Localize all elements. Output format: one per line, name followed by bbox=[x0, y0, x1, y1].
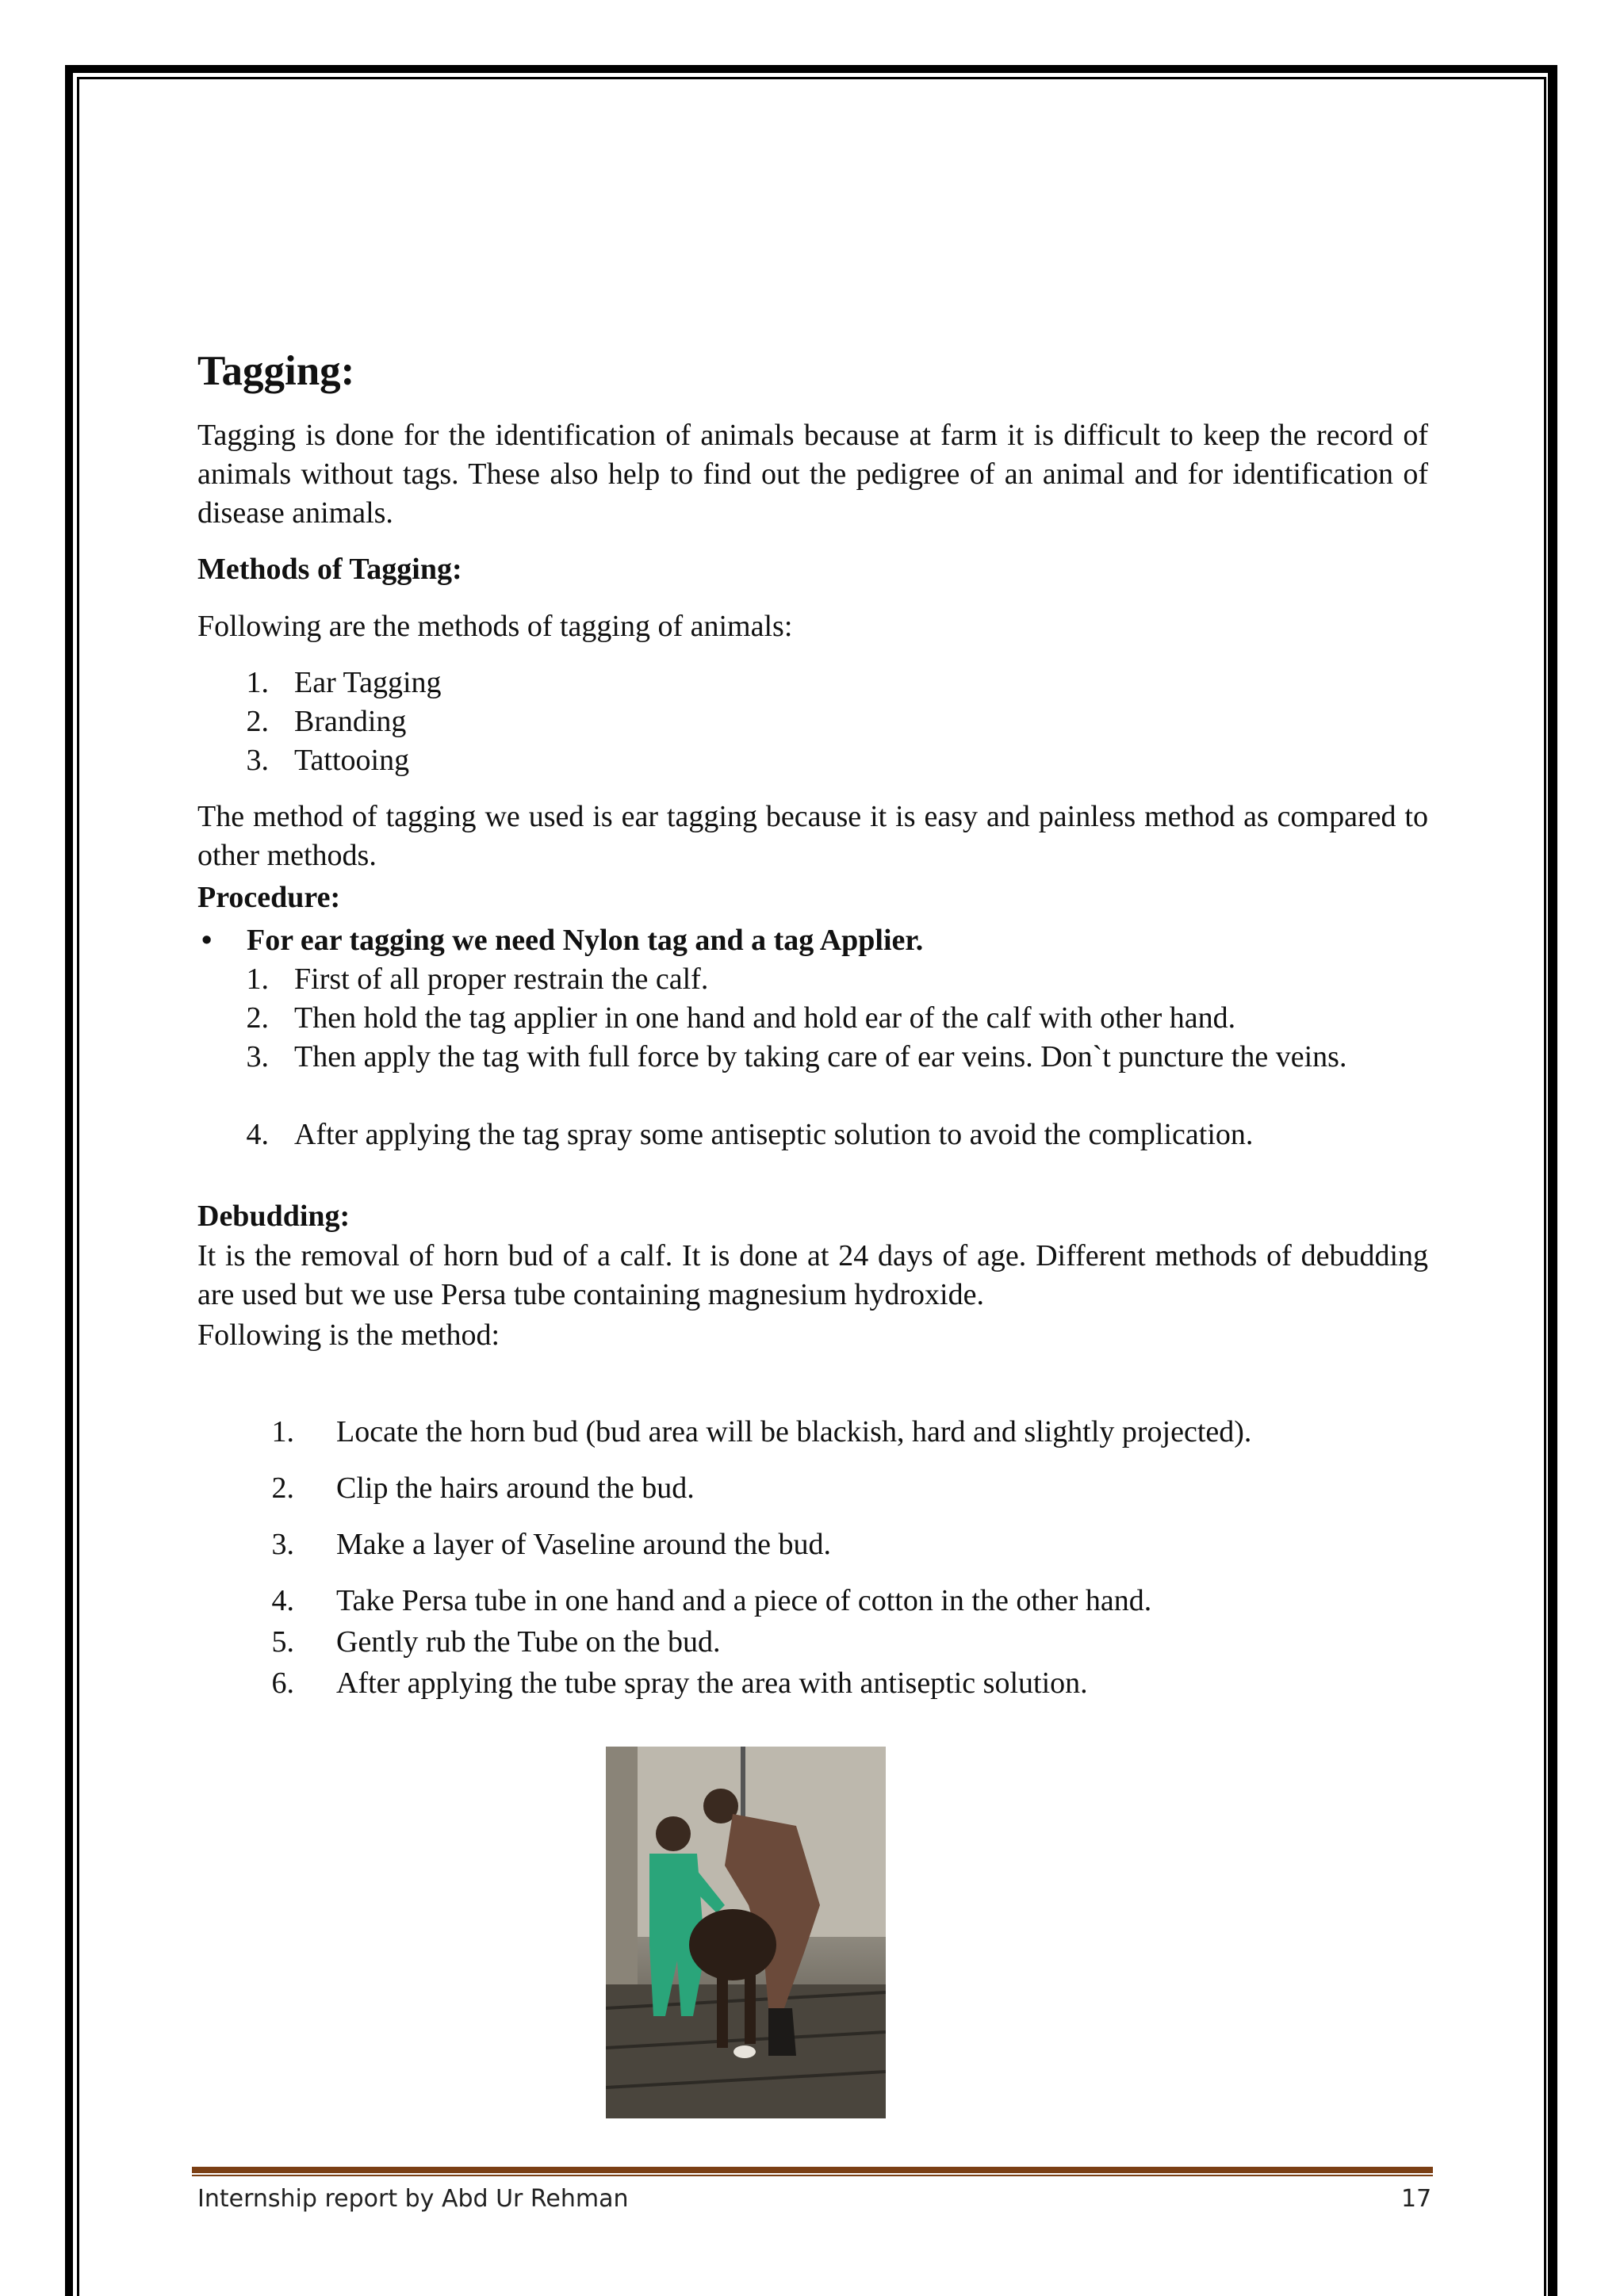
page-number: 17 bbox=[1401, 2185, 1432, 2213]
debudding-heading: Debudding: bbox=[197, 1200, 350, 1233]
list-item: 5. Gently rub the Tube on the bud. bbox=[271, 1625, 721, 1659]
tagging-intro: Tagging is done for the identification of animals because at farm it is difficult to keep the record of animals without tags. These also help to find out the pedigree of an animal and for identification of disease animals. bbox=[197, 419, 1428, 530]
list-item: 1. Locate the horn bud (bud area will be blackish, hard and slightly projected). bbox=[271, 1415, 1252, 1448]
list-item: 3. Make a layer of Vaseline around the bud. bbox=[271, 1528, 831, 1561]
list-item: 3. Tattooing bbox=[246, 744, 410, 777]
tagging-heading: Tagging: bbox=[197, 348, 355, 394]
method-used-text: The method of tagging we used is ear tagging because it is easy and painless method as compared to other methods. bbox=[197, 800, 1428, 872]
list-item: 2. Branding bbox=[246, 705, 407, 738]
methods-list bbox=[197, 664, 1428, 780]
methods-heading: Methods of Tagging: bbox=[197, 553, 462, 586]
footer-rule-thin bbox=[192, 2175, 1433, 2176]
debudding-intro: It is the removal of horn bud of a calf. It is done at 24 days of age. Different methods of debudding are used but we use Persa tube containing magnesium hydroxide. bbox=[197, 1239, 1428, 1311]
procedure-steps bbox=[197, 960, 1428, 1154]
debudding-method-intro: Following is the method: bbox=[197, 1318, 500, 1352]
procedure-heading: Procedure: bbox=[197, 881, 341, 914]
footer-text: Internship report by Abd Ur Rehman bbox=[197, 2185, 629, 2213]
methods-intro: Following are the methods of tagging of animals: bbox=[197, 610, 793, 643]
procedure-bullet: • For ear tagging we need Nylon tag and a tag Applier. bbox=[197, 921, 1428, 960]
list-item: 1. Ear Tagging bbox=[246, 666, 442, 699]
list-item: 1. First of all proper restrain the calf. bbox=[246, 962, 709, 996]
bullet-icon: • bbox=[201, 924, 213, 957]
list-item: 2. Then hold the tag applier in one hand and hold ear of the calf with other hand. bbox=[246, 1001, 1236, 1035]
debudding-steps bbox=[197, 1413, 1428, 1705]
list-item: 4. Take Persa tube in one hand and a piece of cotton in the other hand. bbox=[271, 1584, 1152, 1617]
list-item: 3. Then apply the tag with full force by taking care of ear veins. Don`t puncture the veins. bbox=[246, 1040, 1347, 1073]
list-item: 6. After applying the tube spray the area with antiseptic solution. bbox=[271, 1667, 1088, 1700]
calf-debudding-photo bbox=[606, 1747, 886, 2118]
footer-rule bbox=[192, 2167, 1433, 2173]
list-item: 4. After applying the tag spray some antiseptic solution to avoid the complication. bbox=[246, 1118, 1254, 1151]
list-item: 2. Clip the hairs around the bud. bbox=[271, 1471, 695, 1505]
